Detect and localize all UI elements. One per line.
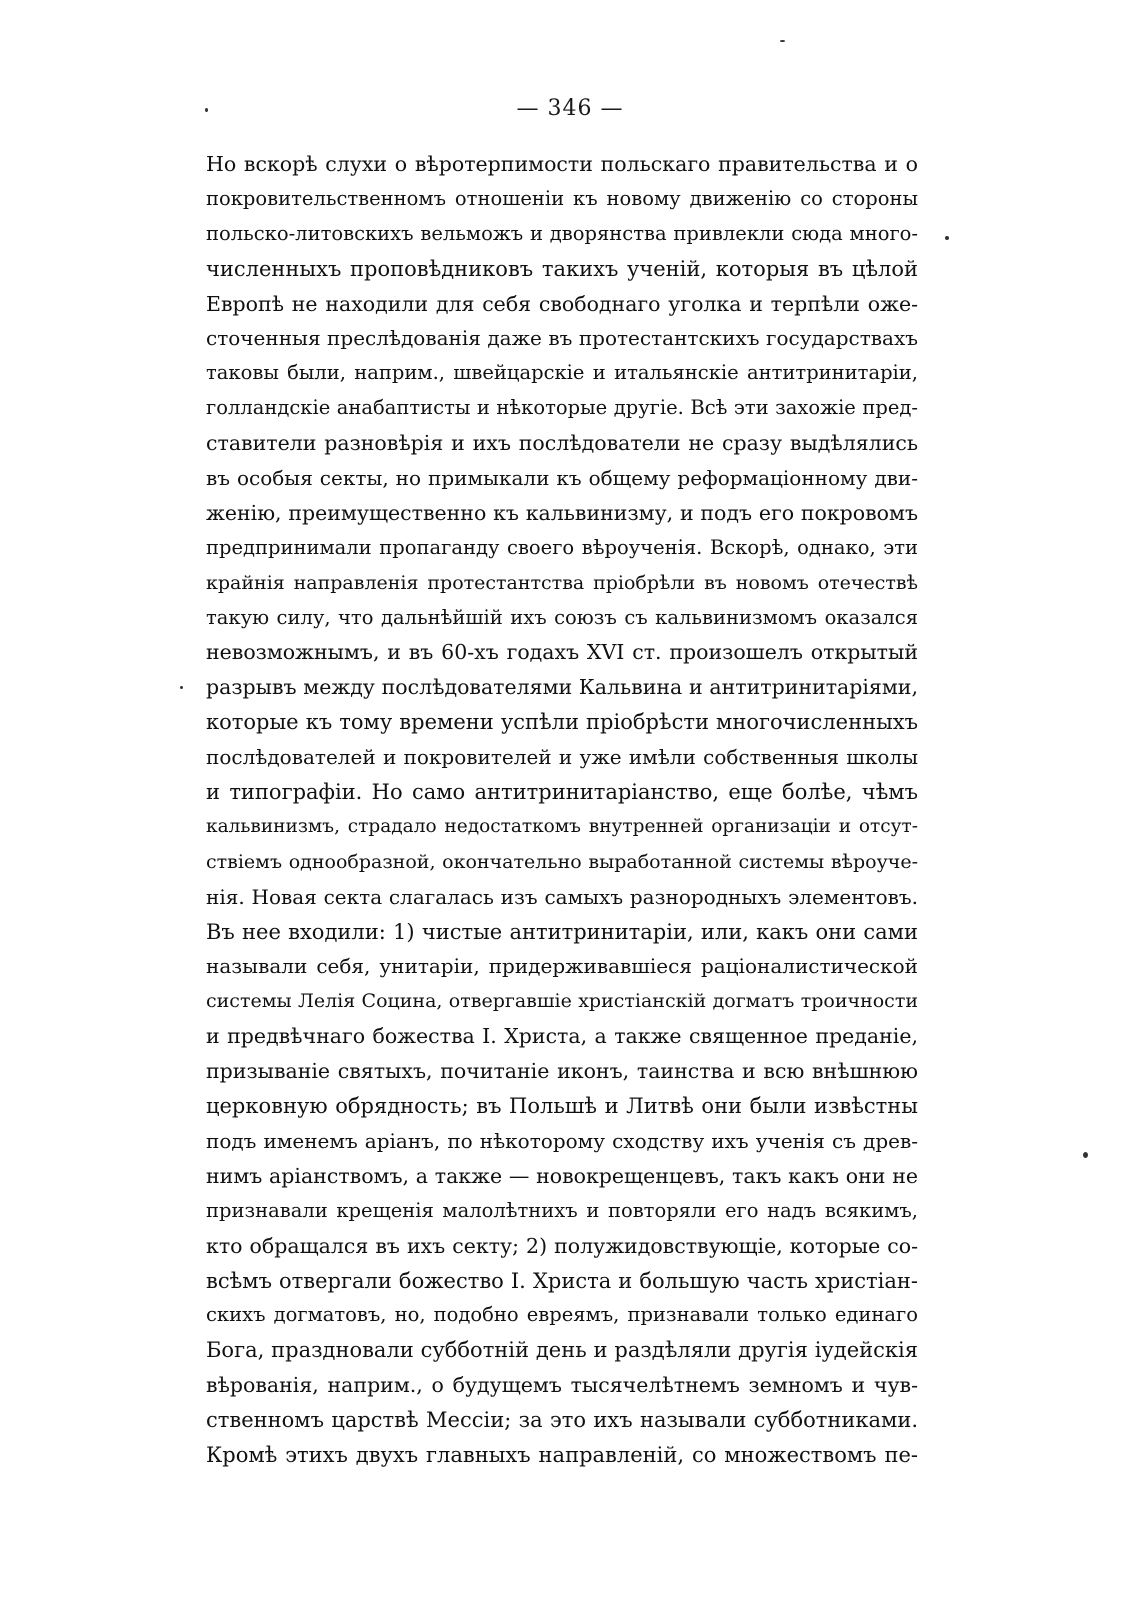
text-line: послѣдователей и покровителей и уже имѣли собственныя школы: [206, 745, 918, 770]
text-line: призываніе святыхъ, почитаніе иконъ, таинства и всю внѣшнюю: [206, 1059, 918, 1084]
text-line: признавали крещенія малолѣтнихъ и повторяли его надъ всякимъ,: [206, 1198, 918, 1222]
text-line: женію, преимущественно къ кальвинизму, и подъ его покровомъ: [206, 500, 918, 525]
text-line: невозможнымъ, и въ 60-хъ годахъ XVI ст. произошелъ открытый: [206, 640, 918, 665]
text-line: въ особыя секты, но примыкали къ общему реформаціонному дви-: [206, 466, 918, 491]
scan-speck: [180, 686, 183, 689]
scan-speck: [1083, 1152, 1088, 1158]
text-line: ствіемъ однообразной, окончательно выработанной системы вѣроуче-: [206, 850, 918, 873]
text-line: скихъ догматовъ, но, подобно евреямъ, признавали только единаго: [206, 1303, 918, 1327]
text-line: таковы были, наприм., швейцарскіе и итальянскіе антитринитаріи,: [206, 361, 918, 385]
page-number: — 346 —: [516, 96, 624, 121]
text-line: численныхъ проповѣдниковъ такихъ ученій, которыя въ цѣлой: [206, 256, 918, 281]
text-line: такую силу, что дальнѣйшій ихъ союзъ съ кальвинизмомъ оказался: [206, 605, 918, 629]
scan-speck: [205, 108, 208, 112]
text-line: и предвѣчнаго божества І. Христа, а также священное преданіе,: [206, 1024, 918, 1049]
body-text: [206, 147, 918, 1473]
text-line: ственномъ царствѣ Мессіи; за это ихъ называли субботниками.: [206, 1408, 918, 1433]
text-line: Бога, праздновали субботній день и раздѣляли другія іудейскія: [206, 1338, 918, 1363]
text-line: предпринимали пропаганду своего вѣроученія. Вскорѣ, однако, эти: [206, 535, 918, 559]
text-line: всѣмъ отвергали божество І. Христа и большую часть христіан-: [206, 1268, 918, 1293]
text-line: нія. Новая секта слагалась изъ самыхъ разнородныхъ элементовъ.: [206, 884, 918, 909]
text-line: системы Лелія Социна, отвергавшіе христіанскій догматъ троичности: [206, 990, 918, 1013]
text-line: Въ нее входили: 1) чистые антитринитаріи, или, какъ они сами: [206, 919, 918, 944]
text-line: Кромѣ этихъ двухъ главныхъ направленій, со множествомъ пе-: [206, 1442, 918, 1467]
text-line: подъ именемъ аріанъ, по нѣкоторому сходству ихъ ученія съ древ-: [206, 1128, 918, 1153]
text-line: покровительственномъ отношеніи къ новому движенію со стороны: [206, 186, 918, 210]
text-line: разрывъ между послѣдователями Кальвина и антитринитаріями,: [206, 675, 918, 700]
text-line: Европѣ не находили для себя свободнаго уголка и терпѣли оже-: [206, 291, 918, 316]
text-line: сточенныя преслѣдованія даже въ протестантскихъ государствахъ: [206, 326, 918, 351]
text-line: голландскіе анабаптисты и нѣкоторые другіе. Всѣ эти захожіе пред-: [206, 396, 918, 420]
text-line: называли себя, унитаріи, придерживавшіеся раціоналистической: [206, 954, 918, 979]
scan-speck: [780, 40, 785, 42]
text-line: крайнія направленія протестантства пріобрѣли въ новомъ отечествѣ: [206, 571, 918, 594]
text-line: Но вскорѣ слухи о вѣротерпимости польскаго правительства и о: [206, 152, 918, 176]
text-line: кальвинизмъ, страдало недостаткомъ внутренней организаціи и отсут-: [206, 815, 918, 837]
text-line: вѣрованія, наприм., о будущемъ тысячелѣтнемъ земномъ и чув-: [206, 1373, 918, 1398]
text-line: церковную обрядность; въ Польшѣ и Литвѣ они были извѣстны: [206, 1094, 918, 1119]
text-line: и типографіи. Но само антитринитаріанство, еще болѣе, чѣмъ: [206, 780, 918, 805]
text-line: нимъ аріанствомъ, а также — новокрещенцевъ, такъ какъ они не: [206, 1163, 918, 1188]
text-line: кто обращался въ ихъ секту; 2) полужидовствующіе, которые со-: [206, 1233, 918, 1258]
scan-speck: [945, 236, 949, 240]
text-line: польско-литовскихъ вельможъ и дворянства привлекли сюда много-: [206, 221, 918, 245]
text-line: которые къ тому времени успѣли пріобрѣсти многочисленныхъ: [206, 710, 918, 735]
text-line: ставители разновѣрія и ихъ послѣдователи не сразу выдѣлялись: [206, 431, 918, 456]
